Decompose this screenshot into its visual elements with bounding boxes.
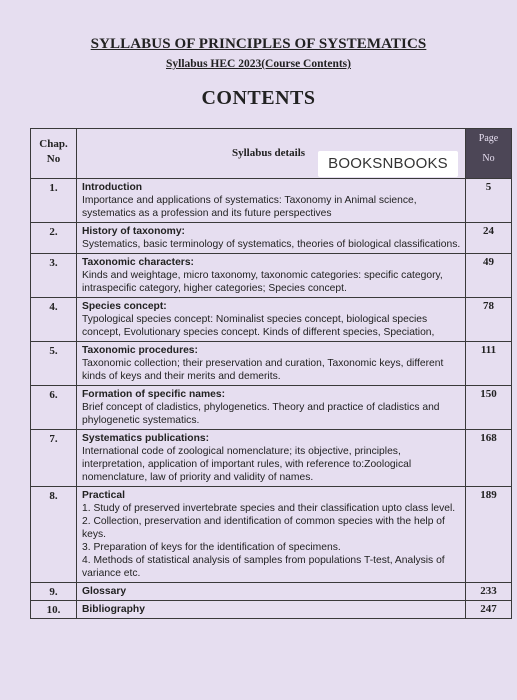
- table-row: [31, 254, 512, 298]
- table-row: [31, 179, 512, 223]
- chapter-details: [77, 179, 466, 223]
- chapter-number: 5.: [31, 342, 77, 386]
- table-row: [31, 386, 512, 430]
- chapter-details: [77, 601, 466, 619]
- page-number: 78: [466, 298, 512, 342]
- chapter-number-header: [31, 129, 77, 179]
- page-number: 5: [466, 179, 512, 223]
- chapter-number: 10.: [31, 601, 77, 619]
- document-title: SYLLABUS OF PRINCIPLES OF SYSTEMATICS: [90, 36, 427, 52]
- practical-item: 2. Collection, preservation and identification of common species with the help of keys.: [82, 516, 445, 540]
- watermark-label: BOOKSNBOOKS: [318, 151, 458, 177]
- page-number-header: [466, 129, 512, 179]
- chapter-title: History of taxonomy:: [82, 226, 185, 237]
- chapter-number: 7.: [31, 430, 77, 487]
- practical-item: 4. Methods of statistical analysis of samples from populations T-test, Analysis of variance etc.: [82, 555, 445, 579]
- practical-item: 1. Study of preserved invertebrate species and their classification upto class level.: [82, 503, 456, 514]
- page-number: 247: [466, 601, 512, 619]
- page-number: 49: [466, 254, 512, 298]
- chapter-details: [77, 254, 466, 298]
- chapter-description: Kinds and weightage, micro taxonomy, taxonomic categories: specific category, intraspecific category, higher categories; Species concept.: [82, 270, 443, 294]
- chapter-title: Introduction: [82, 182, 143, 193]
- chapter-title: Species concept:: [82, 301, 167, 312]
- page-number: 24: [466, 223, 512, 254]
- page-number: 189: [466, 487, 512, 583]
- chapter-description: Systematics, basic terminology of systematics, theories of biological classifications.: [82, 239, 461, 250]
- chapter-details: [77, 342, 466, 386]
- contents-table: [30, 128, 512, 619]
- page-number: 150: [466, 386, 512, 430]
- page-header-line2: No: [482, 153, 495, 164]
- chapter-description: International code of zoological nomenclature; its objective, principles, interpretation, application of important rules, with reference to:Zoological nomenclature, law of priority and validity of names.: [82, 446, 412, 483]
- chapter-details: [77, 223, 466, 254]
- chapter-number: 8.: [31, 487, 77, 583]
- table-row: [31, 583, 512, 601]
- chapter-details: [77, 386, 466, 430]
- chapter-title: Systematics publications:: [82, 433, 210, 444]
- chapter-number: 9.: [31, 583, 77, 601]
- practical-item: 3. Preparation of keys for the identification of specimens.: [82, 542, 341, 553]
- chapter-number: 6.: [31, 386, 77, 430]
- table-row: [31, 430, 512, 487]
- chapter-description: Taxonomic collection; their preservation and curation, Taxonomic keys, different kinds of keys and their merits and demerits.: [82, 358, 444, 382]
- chapter-number: 1.: [31, 179, 77, 223]
- chapter-details: [77, 298, 466, 342]
- table-row: [31, 342, 512, 386]
- chapter-title: Taxonomic procedures:: [82, 345, 198, 356]
- chapter-details: [77, 487, 466, 583]
- page-header-line1: Page: [478, 133, 499, 144]
- chapter-number: 4.: [31, 298, 77, 342]
- chapter-details: [77, 430, 466, 487]
- table-row: [31, 223, 512, 254]
- page-number: 111: [466, 342, 512, 386]
- page-number: 233: [466, 583, 512, 601]
- chapter-title: Formation of specific names:: [82, 389, 226, 400]
- chapter-header-line1: Chap.: [39, 138, 68, 150]
- chapter-header-line2: No: [46, 153, 61, 165]
- chapter-description: Importance and applications of systematics: Taxonomy in Animal science, systematics as a profession and its future perspectives: [82, 195, 417, 219]
- chapter-description: Brief concept of cladistics, phylogenetics. Theory and practice of cladistics and phylogenetic systematics.: [82, 402, 440, 426]
- chapter-details: [77, 583, 466, 601]
- page-number: 168: [466, 430, 512, 487]
- contents-heading: CONTENTS: [201, 87, 316, 109]
- chapter-title: Practical: [82, 490, 125, 501]
- syllabus-details-header: Syllabus details: [77, 129, 466, 179]
- table-row: [31, 601, 512, 619]
- chapter-number: 2.: [31, 223, 77, 254]
- chapter-title: Taxonomic characters:: [82, 257, 194, 268]
- table-row: [31, 298, 512, 342]
- chapter-description: Typological species concept: Nominalist species concept, biological species concept, Evolutionary species concept. Kinds of different species, Speciation,: [82, 314, 435, 338]
- table-row: [31, 487, 512, 583]
- document-subtitle: Syllabus HEC 2023(Course Contents): [166, 58, 351, 70]
- chapter-title: Bibliography: [82, 604, 145, 615]
- chapter-title: Glossary: [82, 586, 127, 597]
- chapter-number: 3.: [31, 254, 77, 298]
